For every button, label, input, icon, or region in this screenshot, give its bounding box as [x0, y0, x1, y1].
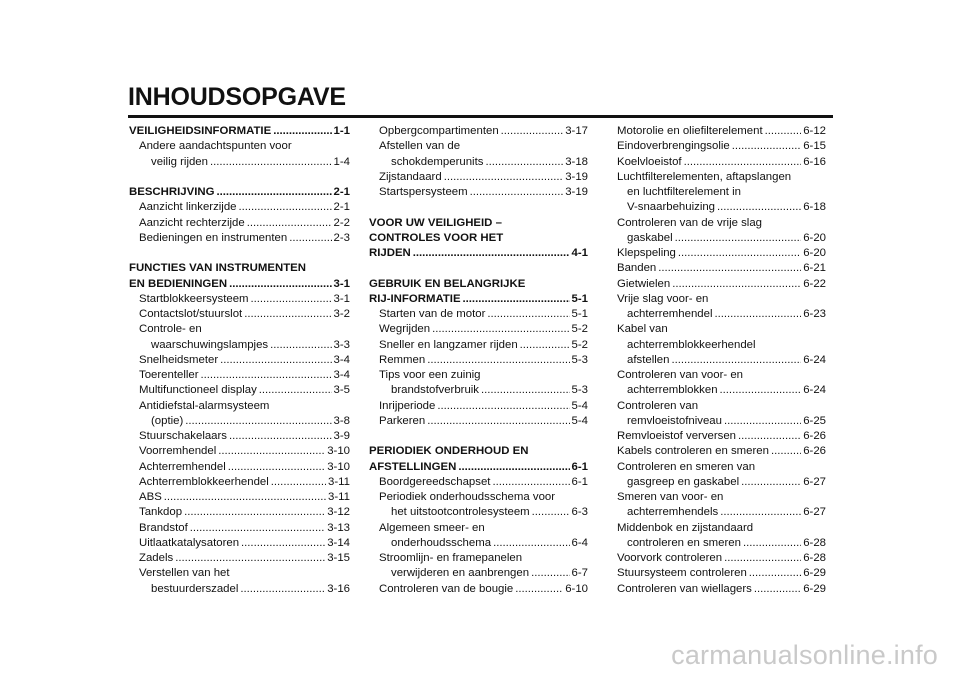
toc-entry-label: Multifunctioneel display	[139, 384, 257, 397]
toc-page-number: 6-4	[571, 536, 588, 549]
toc-entry[interactable]	[617, 124, 826, 139]
toc-entry-label: achterremhendel	[627, 308, 713, 320]
toc-entry[interactable]	[129, 200, 350, 215]
toc-entry[interactable]	[617, 246, 826, 261]
toc-leader-dots	[413, 246, 570, 261]
toc-entry[interactable]	[369, 566, 588, 581]
toc-entry[interactable]	[129, 521, 350, 536]
toc-page-number: 5-2	[571, 323, 588, 336]
toc-entry-label: Achterremhendel	[139, 460, 226, 473]
toc-leader-dots	[216, 185, 331, 200]
toc-entry-label: Kabels controleren en smeren	[617, 445, 769, 458]
watermark: carmanualsonline.info	[671, 640, 938, 670]
toc-page-number: 6-12	[803, 125, 826, 137]
toc-entry-label: Sneller en langzamer rijden	[379, 338, 518, 351]
toc-entry[interactable]	[369, 338, 588, 353]
toc-page-number: 6-1	[571, 460, 588, 473]
title-divider	[128, 115, 833, 118]
toc-entry-label: RIJ-INFORMATIE	[369, 292, 461, 305]
toc-leader-dots	[210, 155, 332, 170]
toc-entry-text: Controleren en smeren van	[617, 460, 756, 473]
toc-page-number: 5-3	[571, 353, 588, 366]
toc-entry-label: AFSTELLINGEN	[369, 460, 457, 473]
toc-page-number: 6-23	[803, 308, 826, 320]
toc-entry-label: Brandstof	[139, 521, 188, 534]
toc-entry-label: Startspersysteem	[379, 186, 468, 198]
toc-entry[interactable]	[129, 551, 350, 566]
toc-entry-label: Zijstandaard	[379, 170, 442, 183]
toc-leader-dots	[229, 277, 331, 292]
toc-page-number: 6-15	[803, 140, 826, 153]
toc-page-number: 2-1	[333, 186, 350, 198]
toc-entry-label: Uitlaatkatalysatoren	[139, 536, 240, 549]
toc-entry[interactable]	[617, 551, 826, 566]
toc-entry-label: V-snaarbehuizing	[627, 201, 716, 214]
toc-leader-dots	[229, 429, 332, 444]
toc-page-number: 3-11	[328, 475, 350, 488]
toc-page-number: 5-1	[571, 292, 588, 305]
toc-entry[interactable]	[129, 307, 350, 322]
toc-entry-label: Opbergcompartimenten	[379, 125, 499, 137]
toc-column-3	[617, 124, 826, 597]
toc-leader-dots	[724, 551, 801, 566]
toc-entry-label: Motorolie en oliefilterelement	[617, 125, 763, 137]
toc-entry[interactable]	[129, 216, 350, 231]
toc-page-number: 6-22	[803, 277, 826, 290]
toc-leader-dots	[244, 307, 331, 322]
toc-entry[interactable]	[129, 582, 350, 597]
toc-page-number: 3-12	[327, 506, 350, 519]
toc-leader-dots	[427, 353, 569, 368]
toc-entry-label: Stuursysteem controleren	[617, 567, 747, 580]
toc-entry[interactable]	[369, 582, 588, 597]
toc-leader-dots	[684, 155, 802, 170]
toc-entry-label: (optie)	[151, 414, 184, 427]
toc-entry-label: brandstofverbruik	[391, 384, 480, 397]
toc-entry-label: Achterremblokkeerhendel	[139, 475, 269, 488]
page-title: INHOUDSOPGAVE	[128, 83, 346, 111]
toc-entry[interactable]	[369, 322, 588, 337]
toc-entry-label: Inrijperiode	[379, 399, 436, 412]
toc-column-1	[129, 124, 350, 597]
toc-entry[interactable]	[369, 185, 588, 200]
toc-section-entry[interactable]	[129, 185, 350, 200]
toc-page-number: 3-17	[565, 125, 588, 137]
toc-entry[interactable]	[369, 307, 588, 322]
toc-entry-label: verwijderen en aanbrengen	[391, 567, 530, 580]
toc-entry-label: het uitstootcontrolesysteem	[391, 506, 530, 519]
toc-leader-dots	[714, 307, 801, 322]
toc-entry-label: ABS	[139, 491, 162, 503]
toc-entry-label: Bedieningen en instrumenten	[139, 231, 288, 244]
toc-entry[interactable]	[129, 383, 350, 398]
toc-leader-dots	[741, 475, 801, 490]
toc-leader-dots	[437, 399, 569, 414]
toc-entry-text: Antidiefstal-alarmsysteem	[139, 399, 270, 412]
toc-leader-dots	[481, 383, 570, 398]
toc-entry-label: Voorremhendel	[139, 445, 217, 458]
toc-entry[interactable]	[369, 505, 588, 520]
toc-leader-dots	[458, 460, 569, 475]
toc-spacer	[129, 246, 350, 261]
toc-page-number: 3-14	[327, 536, 350, 549]
toc-leader-dots	[251, 292, 332, 307]
toc-entry-label: Banden	[617, 262, 657, 275]
toc-entry-label: RIJDEN	[369, 247, 411, 259]
toc-entry[interactable]	[129, 338, 350, 353]
toc-leader-dots	[485, 155, 563, 170]
toc-entry-text: Kabel van	[617, 323, 668, 336]
toc-entry[interactable]	[369, 536, 588, 551]
toc-leader-dots	[239, 200, 332, 215]
toc-entry[interactable]	[129, 444, 350, 459]
toc-entry-text: Andere aandachtspunten voor	[139, 140, 292, 153]
toc-page-number: 3-1	[333, 292, 350, 305]
toc-leader-dots	[184, 505, 325, 520]
toc-page-number: 3-19	[565, 170, 588, 183]
toc-entry-text: Middenbok en zijstandaard	[617, 521, 754, 534]
toc-page-number: 5-3	[571, 384, 588, 397]
toc-entry[interactable]	[617, 155, 826, 170]
toc-leader-dots	[678, 246, 801, 261]
toc-leader-dots	[515, 582, 563, 597]
toc-page-number: 6-29	[803, 582, 826, 595]
toc-entry-label: afstellen	[627, 353, 670, 366]
toc-leader-dots	[220, 353, 331, 368]
toc-entry-label: remvloeistofniveau	[627, 414, 722, 427]
toc-entry-label: Remmen	[379, 353, 426, 366]
toc-page-number: 6-10	[565, 582, 588, 595]
toc-entry[interactable]	[617, 444, 826, 459]
toc-entry-label: Remvloeistof verversen	[617, 430, 737, 442]
toc-leader-dots	[240, 582, 325, 597]
toc-page-number: 5-4	[571, 399, 588, 412]
toc-page-number: 3-16	[327, 582, 350, 595]
toc-entry-label: Startblokkeersysteem	[139, 292, 249, 305]
toc-entry[interactable]	[617, 277, 826, 292]
toc-entry[interactable]	[129, 155, 350, 170]
toc-page-number: 5-1	[571, 308, 588, 320]
toc-column-2	[369, 124, 588, 597]
toc-entry-label: Aanzicht rechterzijde	[139, 216, 245, 229]
toc-leader-dots	[520, 338, 570, 353]
toc-entry-label: gasgreep en gaskabel	[627, 475, 740, 488]
toc-leader-dots	[671, 353, 801, 368]
toc-leader-dots	[487, 307, 569, 322]
toc-entry-text: Controleren van	[617, 399, 699, 412]
toc-leader-dots	[271, 475, 326, 490]
toc-page-number: 6-7	[571, 567, 588, 580]
toc-entry-text: Controle- en	[139, 323, 202, 336]
toc-entry-label: achterremblokken	[627, 384, 718, 397]
toc-entry[interactable]	[369, 170, 588, 185]
toc-page-number: 5-4	[571, 414, 588, 427]
toc-leader-dots	[175, 551, 325, 566]
toc-entry-text: Controleren van de vrije slag	[617, 216, 762, 229]
toc-section-entry[interactable]	[369, 460, 588, 475]
toc-entry-text: Vrije slag voor- en	[617, 292, 709, 305]
toc-leader-dots	[273, 124, 331, 139]
toc-leader-dots	[732, 139, 801, 154]
toc-leader-dots	[738, 429, 801, 444]
toc-page-number: 6-18	[803, 201, 826, 214]
toc-page-number: 6-20	[803, 231, 826, 244]
toc-entry-label: Voorvork controleren	[617, 552, 723, 564]
toc-leader-dots	[749, 566, 801, 581]
toc-entry-label: waarschuwingslampjes	[151, 338, 269, 351]
toc-section-heading: PERIODIEK ONDERHOUD EN	[369, 445, 529, 458]
toc-spacer	[369, 200, 588, 215]
toc-leader-dots	[717, 200, 801, 215]
toc-leader-dots	[720, 383, 802, 398]
toc-entry-label: Starten van de motor	[379, 308, 486, 320]
toc-spacer	[369, 429, 588, 444]
toc-section-entry[interactable]	[369, 292, 588, 307]
toc-page-number: 3-11	[328, 491, 350, 503]
toc-leader-dots	[259, 383, 332, 398]
toc-page-number: 2-1	[333, 201, 350, 214]
toc-page-number: 6-24	[803, 353, 826, 366]
toc-page-number: 6-27	[803, 506, 826, 519]
toc-entry-label: achterremhendels	[627, 506, 719, 519]
toc-page-number: 6-26	[803, 445, 826, 458]
toc-leader-dots	[247, 216, 332, 231]
toc-entry-text: Afstellen van de	[379, 140, 461, 153]
toc-entry-text: Stroomlijn- en framepanelen	[379, 552, 523, 564]
toc-entry-text: Controleren van voor- en	[617, 369, 743, 381]
toc-leader-dots	[289, 231, 331, 246]
toc-entry-text: Verstellen van het	[139, 567, 230, 580]
toc-page-number: 3-15	[327, 552, 350, 564]
toc-page-number: 6-26	[803, 430, 826, 442]
toc-page-number: 3-4	[333, 353, 350, 366]
toc-leader-dots	[185, 414, 331, 429]
toc-page-number: 3-3	[333, 338, 350, 351]
toc-entry[interactable]	[369, 475, 588, 490]
toc-page-number: 3-13	[327, 521, 350, 534]
toc-entry-text: Tips voor een zuinig	[379, 369, 481, 381]
toc-entry-label: Wegrijden	[379, 323, 431, 336]
toc-page-number: 3-2	[333, 308, 350, 320]
toc-entry-label: Stuurschakelaars	[139, 430, 228, 442]
toc-entry[interactable]	[369, 124, 588, 139]
toc-entry[interactable]	[129, 353, 350, 368]
toc-page-number: 3-19	[565, 186, 588, 198]
toc-entry[interactable]	[617, 353, 826, 368]
toc-leader-dots	[672, 277, 801, 292]
toc-entry-label: BESCHRIJVING	[129, 186, 215, 198]
toc-page-number: 6-3	[571, 506, 588, 519]
toc-leader-dots	[190, 521, 325, 536]
toc-page-number: 6-29	[803, 567, 826, 580]
toc-leader-dots	[241, 536, 325, 551]
toc-entry[interactable]	[369, 383, 588, 398]
toc-entry-text: Periodiek onderhoudsschema voor	[379, 491, 556, 503]
toc-page-number: 3-4	[333, 369, 350, 381]
toc-page-number: 6-24	[803, 384, 826, 397]
toc-page-number: 3-10	[327, 460, 350, 473]
toc-leader-dots	[201, 368, 332, 383]
toc-entry-text: Algemeen smeer- en	[379, 521, 485, 534]
toc-entry-label: veilig rijden	[151, 155, 208, 168]
toc-entry[interactable]	[617, 582, 826, 597]
toc-entry[interactable]	[129, 414, 350, 429]
toc-entry-label: Controleren van wiellagers	[617, 582, 752, 595]
toc-entry[interactable]	[129, 429, 350, 444]
toc-page-number: 6-25	[803, 414, 826, 427]
toc-entry[interactable]	[617, 383, 826, 398]
toc-section-entry[interactable]	[129, 124, 350, 139]
toc-leader-dots	[771, 444, 801, 459]
toc-leader-dots	[270, 338, 331, 353]
toc-entry[interactable]	[617, 429, 826, 444]
toc-leader-dots	[427, 414, 569, 429]
toc-leader-dots	[493, 536, 569, 551]
toc-section-heading: CONTROLES VOOR HET	[369, 231, 504, 244]
toc-leader-dots	[765, 124, 802, 139]
toc-page-number: 1-1	[333, 125, 350, 137]
toc-entry-label: Aanzicht linkerzijde	[139, 201, 237, 214]
toc-entry-label: Koelvloeistof	[617, 155, 682, 168]
toc-leader-dots	[675, 231, 802, 246]
toc-leader-dots	[432, 322, 569, 337]
toc-entry-label: Boordgereedschapset	[379, 475, 491, 488]
toc-entry-label: bestuurderszadel	[151, 582, 239, 595]
toc-page-number: 6-28	[803, 552, 826, 564]
toc-leader-dots	[724, 414, 801, 429]
toc-entry[interactable]	[369, 414, 588, 429]
toc-leader-dots	[164, 490, 326, 505]
toc-entry[interactable]	[129, 460, 350, 475]
toc-entry[interactable]	[129, 475, 350, 490]
toc-entry[interactable]	[617, 231, 826, 246]
toc-spacer	[129, 170, 350, 185]
toc-leader-dots	[492, 475, 569, 490]
toc-entry[interactable]	[129, 368, 350, 383]
toc-entry[interactable]	[129, 292, 350, 307]
toc-entry-label: onderhoudsschema	[391, 536, 492, 549]
toc-entry[interactable]	[129, 505, 350, 520]
toc-leader-dots	[531, 566, 569, 581]
toc-section-heading: GEBRUIK EN BELANGRIJKE	[369, 277, 526, 290]
toc-leader-dots	[218, 444, 325, 459]
toc-entry-label: controleren en smeren	[627, 536, 741, 549]
toc-entry-text: achterremblokkeerhendel	[627, 338, 756, 351]
toc-entry[interactable]	[617, 475, 826, 490]
toc-page-number: 3-9	[333, 430, 350, 442]
toc-entry[interactable]	[129, 231, 350, 246]
toc-page-number: 4-1	[571, 247, 588, 259]
toc-leader-dots	[658, 261, 801, 276]
toc-leader-dots	[228, 460, 325, 475]
toc-entry[interactable]	[369, 353, 588, 368]
toc-leader-dots	[444, 170, 564, 185]
toc-entry[interactable]	[617, 307, 826, 322]
toc-entry-label: Tankdop	[139, 506, 183, 519]
toc-leader-dots	[463, 292, 570, 307]
toc-entry-text: Luchtfilterelementen, aftapslangen	[617, 170, 792, 183]
toc-page-number: 3-10	[327, 445, 350, 458]
toc-page-number: 5-2	[571, 338, 588, 351]
toc-entry[interactable]	[617, 139, 826, 154]
toc-leader-dots	[720, 505, 801, 520]
toc-entry-text: en luchtfilterelement in	[627, 186, 741, 198]
toc-entry-label: Eindoverbrengingsolie	[617, 140, 730, 153]
toc-spacer	[369, 261, 588, 276]
toc-entry-label: Snelheidsmeter	[139, 353, 219, 366]
toc-entry[interactable]	[617, 414, 826, 429]
toc-entry-label: Contactslot/stuurslot	[139, 308, 243, 320]
toc-entry-label: Klepspeling	[617, 247, 676, 259]
toc-entry[interactable]	[617, 566, 826, 581]
toc-entry-text: Smeren van voor- en	[617, 491, 724, 503]
toc-page-number: 6-16	[803, 155, 826, 168]
toc-section-entry[interactable]	[129, 277, 350, 292]
toc-entry-label: EN BEDIENINGEN	[129, 277, 228, 290]
toc-entry[interactable]	[617, 536, 826, 551]
toc-leader-dots	[743, 536, 801, 551]
toc-section-heading: VOOR UW VEILIGHEID –	[369, 216, 502, 229]
toc-page-number: 2-3	[333, 231, 350, 244]
toc-section-entry[interactable]	[369, 246, 588, 261]
toc-entry-label: Toerenteller	[139, 369, 199, 381]
toc-page-number: 3-1	[333, 277, 350, 290]
toc-page-number: 1-4	[333, 155, 350, 168]
toc-page-number: 6-21	[803, 262, 826, 275]
toc-entry[interactable]	[129, 490, 350, 505]
toc-entry[interactable]	[617, 505, 826, 520]
toc-entry-label: VEILIGHEIDSINFORMATIE	[129, 125, 272, 137]
toc-leader-dots	[470, 185, 564, 200]
toc-leader-dots	[754, 582, 801, 597]
toc-entry-label: Parkeren	[379, 414, 426, 427]
toc-entry-label: gaskabel	[627, 231, 673, 244]
toc-page-number: 2-2	[333, 216, 350, 229]
toc-page-number: 3-8	[333, 414, 350, 427]
toc-entry[interactable]	[617, 200, 826, 215]
toc-entry[interactable]	[369, 399, 588, 414]
toc-leader-dots	[501, 124, 564, 139]
toc-section-heading: FUNCTIES VAN INSTRUMENTEN	[129, 262, 306, 275]
toc-entry[interactable]	[617, 261, 826, 276]
toc-page-number: 6-20	[803, 247, 826, 259]
toc-page-number: 3-18	[565, 155, 588, 168]
toc-entry-label: Gietwielen	[617, 277, 671, 290]
toc-entry[interactable]	[129, 536, 350, 551]
toc-entry-label: Zadels	[139, 552, 174, 564]
toc-entry[interactable]	[369, 155, 588, 170]
toc-entry-label: Controleren van de bougie	[379, 582, 514, 595]
toc-page-number: 6-27	[803, 475, 826, 488]
toc-entry-label: schokdemperunits	[391, 155, 484, 168]
toc-page-number: 6-28	[803, 536, 826, 549]
toc-page-number: 3-5	[333, 384, 350, 397]
toc-page-number: 6-1	[571, 475, 588, 488]
toc-leader-dots	[532, 505, 570, 520]
